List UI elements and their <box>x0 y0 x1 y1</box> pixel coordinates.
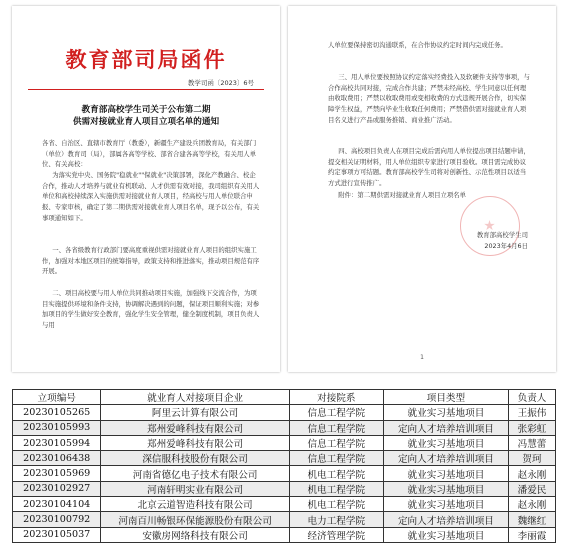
header-project-id: 立项编号 <box>13 390 101 405</box>
project-list-table <box>12 389 556 543</box>
cell-project-id: 20230105265 <box>13 405 101 420</box>
cell-company: 北京云道智造科技有限公司 <box>101 497 289 512</box>
table-row <box>13 497 556 512</box>
cell-project-type: 就业实习基地项目 <box>383 466 508 481</box>
document-number: 教学司函〔2023〕6号 <box>187 79 254 87</box>
cell-department: 机电工程学院 <box>289 466 383 481</box>
cell-manager: 张彩虹 <box>509 420 556 435</box>
cell-manager: 冯慧蕾 <box>509 435 556 450</box>
cell-department: 信息工程学院 <box>289 435 383 450</box>
paragraph-item-3: 三、用人单位要按照协议约定落实经费投入及软硬件支持等事项，与合作高校共同对接，完成合作共建；严禁未经高校、学生同意以任何理由收取费用；严禁以收取费用或变相收费的方式违规开展合作，切实保障学生权益，严禁向毕业生收取任何费用；严禁借供需对接就业育人项目名义进行产品或服务推销、商业推广活动。 <box>328 73 530 124</box>
red-divider <box>28 89 264 90</box>
attachment-note: 附件：第二期供需对接就业育人项目立项名单 <box>338 191 467 199</box>
cell-project-type: 就业实习基地项目 <box>383 527 508 542</box>
table-row <box>13 420 556 435</box>
header-manager: 负责人 <box>509 390 556 405</box>
cell-company: 郑州爱峰科技有限公司 <box>101 420 289 435</box>
table-row <box>13 405 556 420</box>
title-line-1: 教育部高校学生司关于公布第二期 <box>81 105 211 115</box>
cell-company: 深信服科技股份有限公司 <box>101 451 289 466</box>
cell-project-id: 20230105969 <box>13 466 101 481</box>
cell-project-id: 20230104104 <box>13 497 101 512</box>
letterhead: 教育部司局函件 <box>65 47 227 72</box>
cell-department: 信息工程学院 <box>289 405 383 420</box>
cell-manager: 潘爱民 <box>509 481 556 496</box>
cell-manager: 王振伟 <box>509 405 556 420</box>
signature-date: 2023年4月6日 <box>484 241 528 250</box>
cell-project-type: 定向人才培养培训项目 <box>383 451 508 466</box>
cell-project-type: 就业实习基地项目 <box>383 435 508 450</box>
cell-company: 阿里云计算有限公司 <box>101 405 289 420</box>
cell-company: 郑州爱峰科技有限公司 <box>101 435 289 450</box>
cell-manager: 魏继红 <box>509 512 556 527</box>
cell-department: 电力工程学院 <box>289 512 383 527</box>
table-row <box>13 481 556 496</box>
paragraph-item-1: 一、各省级教育行政部门要高度重视供需对接就业育人项目的组织实施工作，加强对本地区项目的统筹指导，政策支持和推进落实，推动项目规范有序开展。 <box>42 246 260 276</box>
cell-company: 河南轩明实业有限公司 <box>101 481 289 496</box>
cell-project-id: 20230102927 <box>13 481 101 496</box>
cell-department: 经济管理学院 <box>289 527 383 542</box>
cell-department: 机电工程学院 <box>289 481 383 496</box>
cell-department: 信息工程学院 <box>289 420 383 435</box>
paragraph-continued: 人单位要保持密切沟通联系，在合作协议约定时间内完成任务。 <box>328 41 507 49</box>
table-row <box>13 527 556 542</box>
table-row <box>13 512 556 527</box>
cell-department: 信息工程学院 <box>289 451 383 466</box>
paragraph-item-4: 四、高校项目负责人在项目完成后需向用人单位提出项目结题申请，提交相关证明材料，用人单位组织专家进行项目验收。项目需完成协议约定事项方可结题。教育部高校学生司将对创新性、示范性项目以适当方式进行宣传推广。 <box>328 147 530 188</box>
cell-project-type: 就业实习基地项目 <box>383 497 508 512</box>
cell-project-id: 20230100792 <box>13 512 101 527</box>
header-department: 对接院系 <box>289 390 383 405</box>
cell-company: 安徽房网络科技有限公司 <box>101 527 289 542</box>
cell-company: 河南省德亿电子技术有限公司 <box>101 466 289 481</box>
salutation: 各省、自治区、直辖市教育厅（教委），新疆生产建设兵团教育局，有关部门（单位）教育司（局），部属各高等学校、部省合建各高等学校，有关用人单位、有关高校： <box>42 139 257 169</box>
cell-project-type: 定向人才培养培训项目 <box>383 512 508 527</box>
cell-company: 河南百川畅银环保能源股份有限公司 <box>101 512 289 527</box>
cell-department: 机电工程学院 <box>289 497 383 512</box>
paragraph-intro: 为落实党中央、国务院"稳就业""保就业"决策部署，深化产教融合、校企合作，推动人才培养与就业有机联动、人才供需有效对接，我司组织有关用人单位和高校持续深入实施供需对接就业育人项目，经高校与用人单位联合申报、专家审核，确定了第二期供需对接就业育人项目名单，现予以公布，有关事项通知如下。 <box>42 171 260 222</box>
table-header-row <box>13 390 556 405</box>
document-page-1 <box>12 6 280 372</box>
cell-project-id: 20230105994 <box>13 435 101 450</box>
signature-org: 教育部高校学生司 <box>476 231 528 239</box>
paragraph-item-2: 二、项目高校要与用人单位共同推动项目实施，加强线下交流合作，为项目实施提供环境和条件支持，协调解决遇到的问题，保证项目顺利实施；对参加项目的学生做好安全教育，强化学生安全管理，健全制度机制，项目负责人与用 <box>42 289 260 330</box>
table-row <box>13 466 556 481</box>
document-page-2 <box>288 6 556 372</box>
cell-project-type: 就业实习基地项目 <box>383 481 508 496</box>
page-number: 1 <box>420 354 424 361</box>
cell-project-type: 定向人才培养培训项目 <box>383 420 508 435</box>
header-project-type: 项目类型 <box>383 390 508 405</box>
cell-project-type: 就业实习基地项目 <box>383 405 508 420</box>
cell-manager: 赵永刚 <box>509 466 556 481</box>
cell-project-id: 20230105993 <box>13 420 101 435</box>
signature-block <box>477 230 528 251</box>
document-title <box>12 104 280 128</box>
cell-project-id: 20230106438 <box>13 451 101 466</box>
cell-manager: 李丽霞 <box>509 527 556 542</box>
table-row <box>13 451 556 466</box>
cell-manager: 赵永刚 <box>509 497 556 512</box>
table-row <box>13 435 556 450</box>
title-line-2: 供需对接就业育人项目立项名单的通知 <box>72 117 220 127</box>
cell-project-id: 20230105037 <box>13 527 101 542</box>
cell-manager: 贺珂 <box>509 451 556 466</box>
header-company: 就业育人对接项目企业 <box>101 390 289 405</box>
